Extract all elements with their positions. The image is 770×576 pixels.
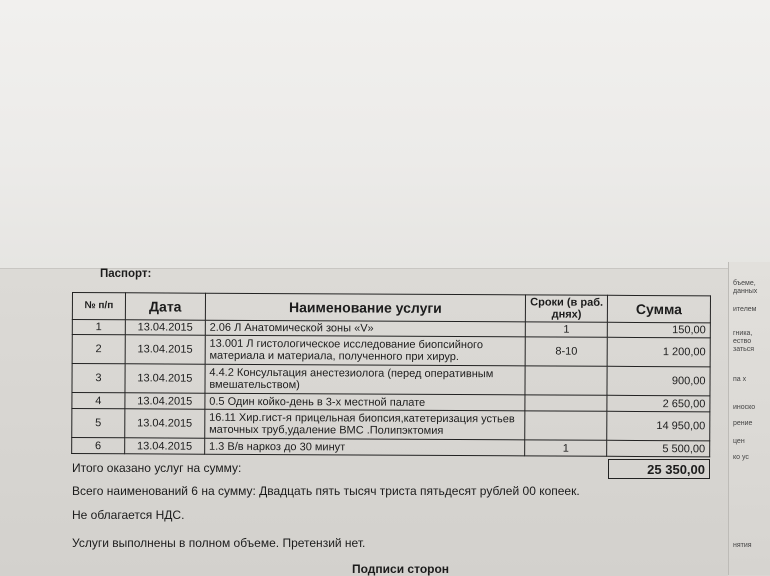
row-service-name: 1.3 В/в наркоз до 30 минут [204,438,524,456]
row-sum: 150,00 [607,322,710,338]
side-text-fragment: гника, [733,330,753,337]
row-date: 13.04.2015 [125,409,205,438]
row-num: 4 [72,393,125,409]
table-row [72,438,710,457]
vat-line: Не облагается НДС. [72,508,185,522]
row-service-name: 0.5 Один койко-день в 3-х местной палате [205,393,525,411]
row-sum: 900,00 [607,366,710,396]
blank-paper-sheet [0,0,770,268]
row-num: 1 [72,320,125,335]
row-terms: 1 [525,440,607,456]
row-terms [525,395,607,411]
table-header-row [72,293,710,323]
row-service-name: 13.001 Л гистологическое исследование биопсийного материала и материала, полученного при хирур. [205,335,526,366]
side-text-fragment: рение [733,420,753,427]
row-date: 13.04.2015 [125,438,205,454]
side-text-fragment: цен [733,438,745,445]
side-text-fragment: заться [733,346,755,353]
header-service-name: Наименование услуги [205,293,526,322]
row-num: 6 [72,438,125,454]
side-text-fragment: нятия [733,542,752,549]
summary-line: Всего наименований 6 на сумму: Двадцать пять тысяч триста пятьдесят рублей 00 копеек. [72,484,580,498]
row-service-name: 4.4.2 Консультация анестезиолога (перед оперативным вмешательством) [205,364,526,395]
total-label: Итого оказано услуг на сумму: [72,461,242,475]
row-sum: 14 950,00 [607,411,710,441]
row-date: 13.04.2015 [125,364,205,393]
row-terms: 1 [526,322,608,337]
header-date: Дата [125,293,205,320]
side-text-fragment: данных [733,288,758,295]
row-service-name: 16.11 Хир.гист-я прицельная биопсия,катетеризация устьев маточных труб,удаление ВМС .Полипэктомия [205,409,526,440]
signatures-heading: Подписи сторон [352,562,450,576]
row-service-name: 2.06 Л Анатомической зоны «V» [205,320,525,337]
row-terms: 8-10 [525,337,607,366]
row-date: 13.04.2015 [125,320,205,335]
total-row [72,459,712,481]
completed-line: Услуги выполнены в полном объеме. Претензий нет. [72,536,366,550]
side-text-fragment: ко ус [733,454,749,461]
passport-label: Паспорт: [100,268,152,280]
side-text-fragment: ителем [733,306,757,313]
row-date: 13.04.2015 [125,335,205,364]
row-num: 3 [72,364,125,393]
table-row [72,364,710,396]
side-text-fragment: иноско [733,404,756,411]
header-terms: Сроки (в раб. днях) [526,295,608,322]
row-date: 13.04.2015 [125,393,205,409]
side-text-fragment: ество [733,338,752,345]
total-value: 25 350,00 [608,459,710,479]
table-row [72,335,710,367]
row-num: 5 [72,409,125,438]
row-terms [525,411,607,440]
row-terms [525,366,607,395]
header-sum: Сумма [607,295,710,323]
table-row [72,409,710,441]
row-sum: 2 650,00 [607,395,710,412]
header-num: № п/п [72,293,125,320]
side-text-fragment: па х [733,376,747,383]
services-table [71,292,711,457]
side-paper-sheet [728,262,770,575]
row-sum: 1 200,00 [607,337,710,367]
row-num: 2 [72,335,125,364]
row-sum: 5 500,00 [607,440,710,457]
side-text-fragment: бъеме, [733,280,756,287]
